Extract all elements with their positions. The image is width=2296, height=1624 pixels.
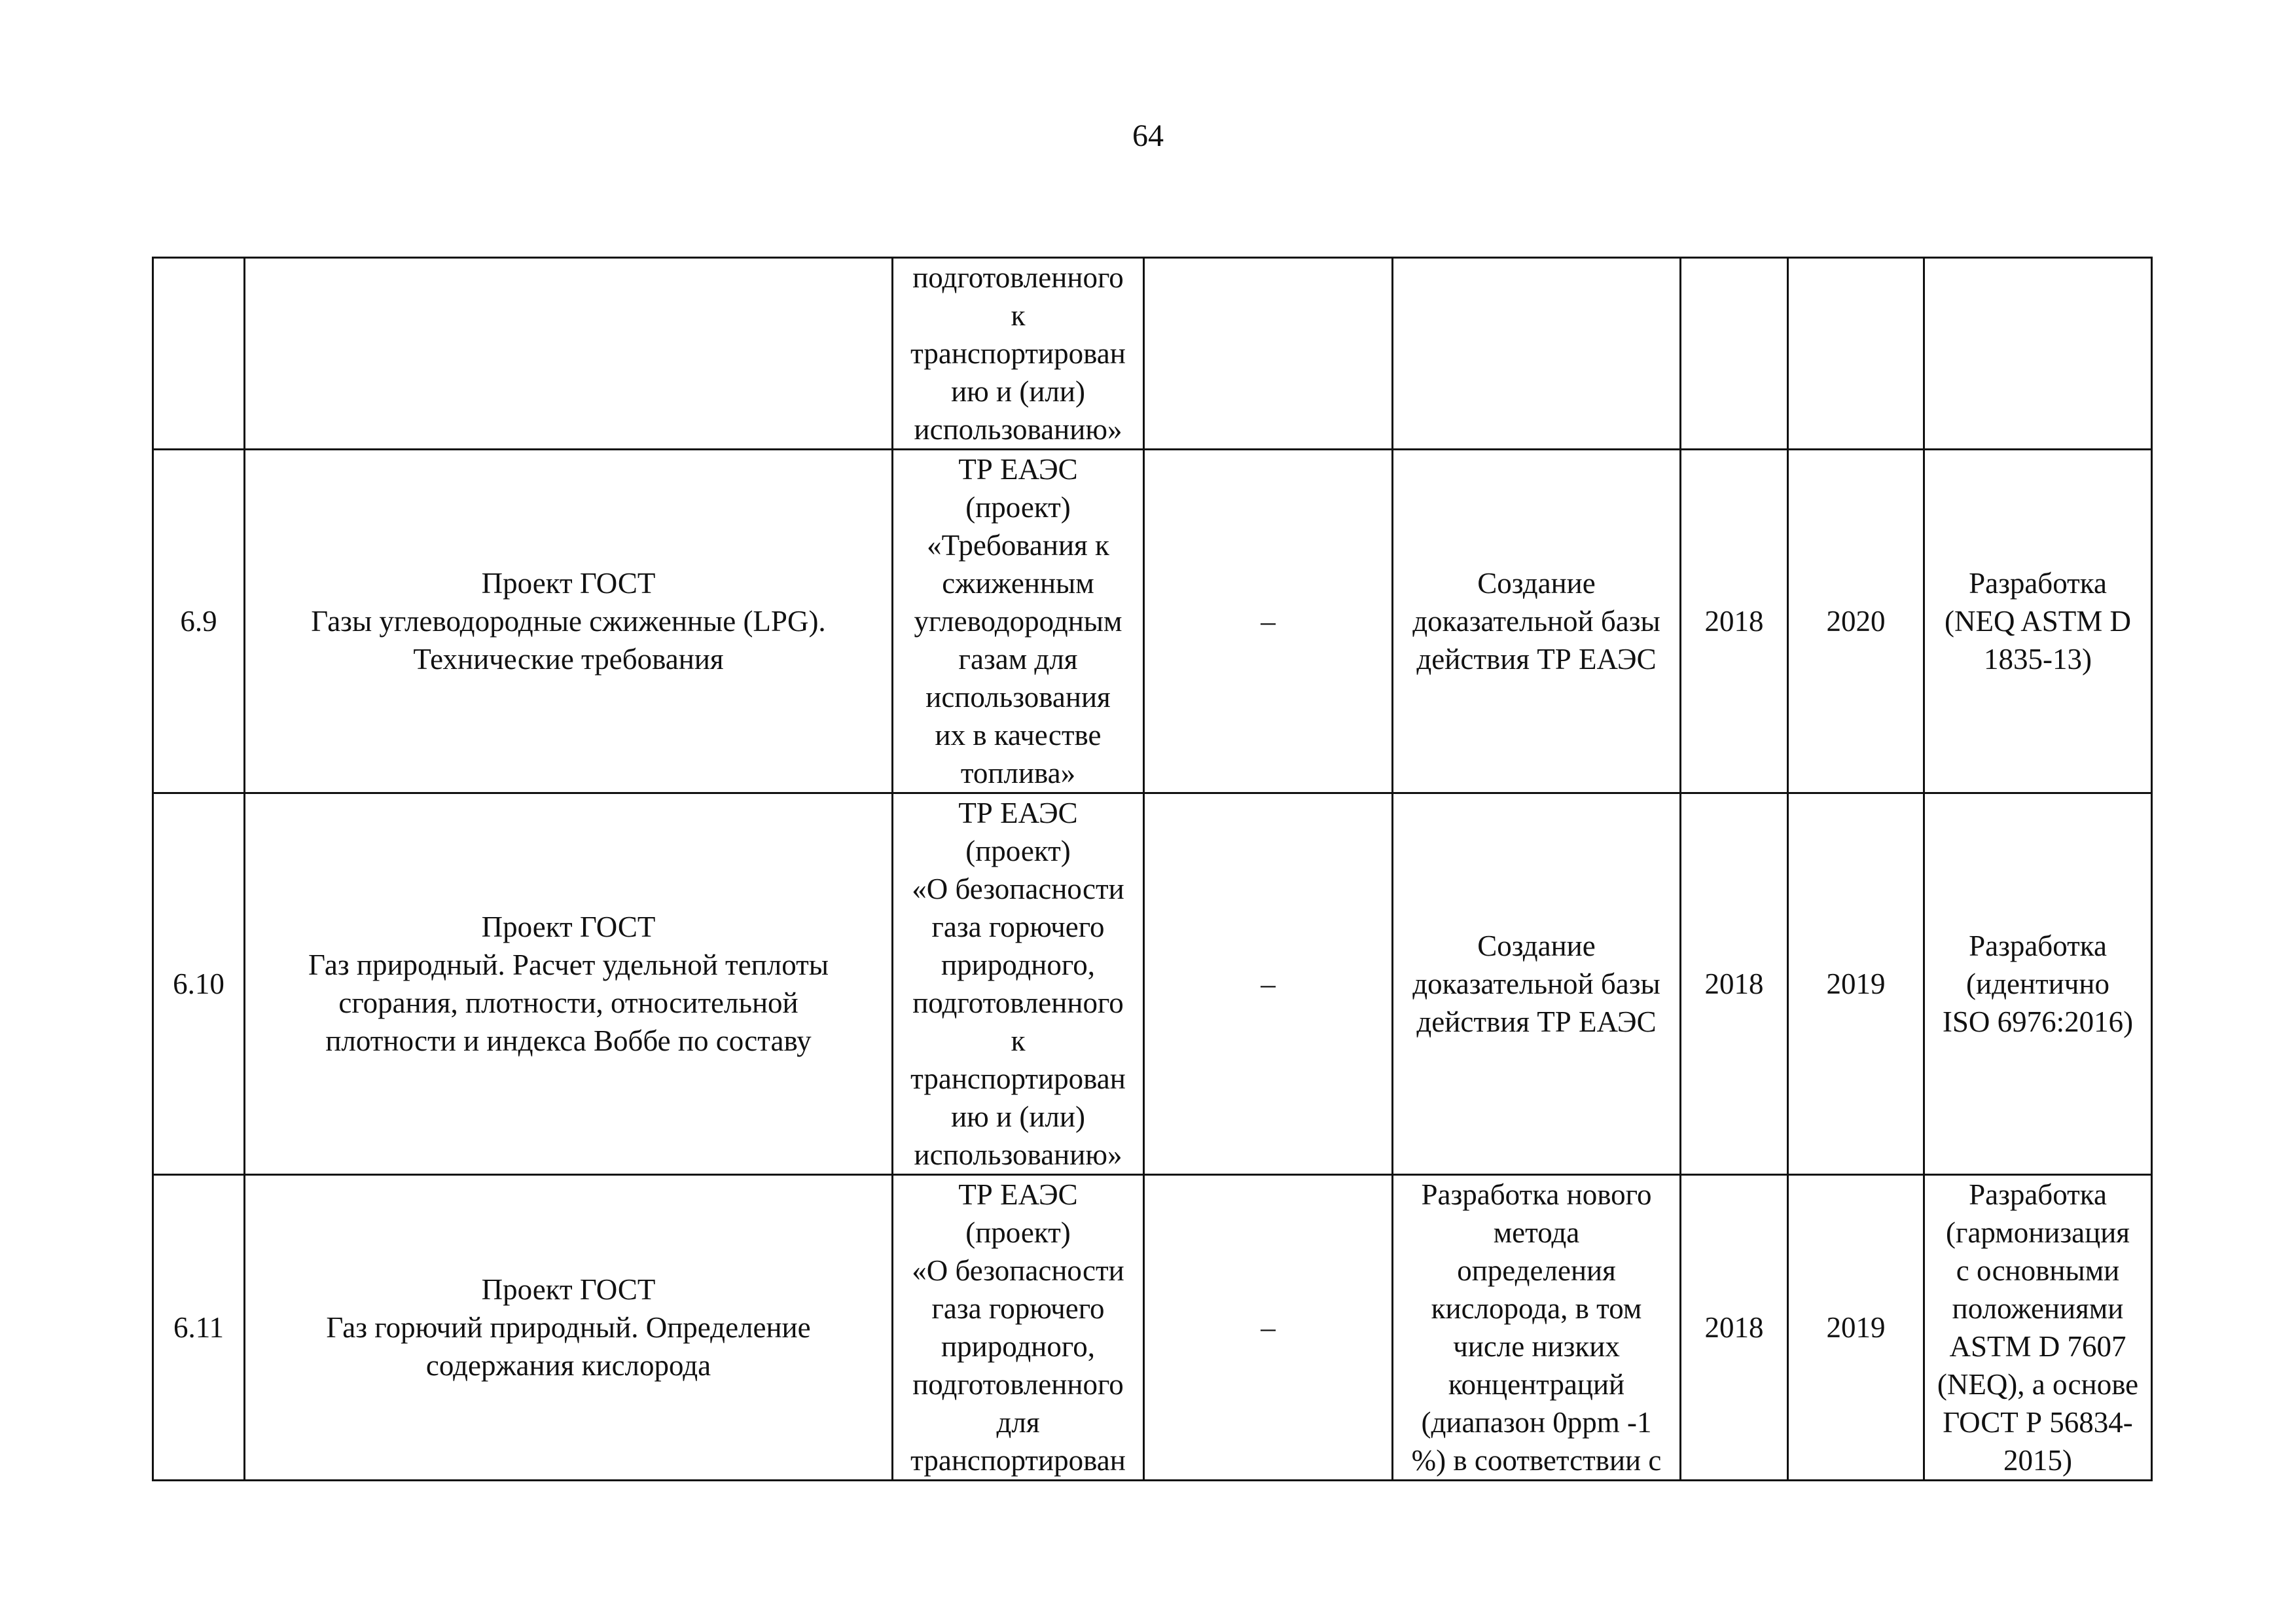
table-row-6-10 — [153, 793, 2152, 1175]
cell-technical-regulation: подготовленного к транспортирован ию и (или) использованию» — [893, 258, 1144, 450]
cell-status — [1924, 258, 2152, 450]
cell-title: Проект ГОСТ Газ горючий природный. Определение содержания кислорода — [245, 1175, 893, 1481]
table-row-continuation — [153, 258, 2152, 450]
cell-number — [153, 258, 245, 450]
cell-number: 6.10 — [153, 793, 245, 1175]
cell-purpose: Создание доказательной базы действия ТР ЕАЭС — [1393, 793, 1681, 1175]
cell-purpose: Создание доказательной базы действия ТР ЕАЭС — [1393, 450, 1681, 793]
table-row-6-9 — [153, 450, 2152, 793]
cell-end-year: 2019 — [1788, 1175, 1924, 1481]
cell-end-year: 2020 — [1788, 450, 1924, 793]
cell-purpose — [1393, 258, 1681, 450]
standards-plan-table — [152, 257, 2153, 1481]
cell-start-year: 2018 — [1681, 793, 1788, 1175]
cell-technical-regulation: ТР ЕАЭС (проект) «О безопасности газа горючего природного, подготовленного для транспортирован — [893, 1175, 1144, 1481]
cell-status: Разработка (NEQ ASTM D 1835-13) — [1924, 450, 2152, 793]
cell-technical-regulation: ТР ЕАЭС (проект) «О безопасности газа горючего природного, подготовленного к транспортирован ию и (или) использованию» — [893, 793, 1144, 1175]
cell-technical-regulation: ТР ЕАЭС (проект) «Требования к сжиженным углеводородным газам для использования их в качестве топлива» — [893, 450, 1144, 793]
cell-interstate-regulation: – — [1144, 793, 1393, 1175]
cell-start-year: 2018 — [1681, 450, 1788, 793]
cell-end-year — [1788, 258, 1924, 450]
cell-interstate-regulation: – — [1144, 1175, 1393, 1481]
cell-start-year: 2018 — [1681, 1175, 1788, 1481]
cell-status: Разработка (гармонизация с основными положениями ASTM D 7607 (NEQ), а основе ГОСТ Р 56834- 2015) — [1924, 1175, 2152, 1481]
table-row-6-11 — [153, 1175, 2152, 1481]
cell-title: Проект ГОСТ Газы углеводородные сжиженные (LPG). Технические требования — [245, 450, 893, 793]
page-number: 64 — [1132, 118, 1164, 153]
cell-number: 6.9 — [153, 450, 245, 793]
cell-end-year: 2019 — [1788, 793, 1924, 1175]
cell-interstate-regulation — [1144, 258, 1393, 450]
cell-start-year — [1681, 258, 1788, 450]
cell-purpose: Разработка нового метода определения кислорода, в том числе низких концентраций (диапазон 0ppm -1 %) в соответствии с — [1393, 1175, 1681, 1481]
cell-interstate-regulation: – — [1144, 450, 1393, 793]
cell-title: Проект ГОСТ Газ природный. Расчет удельной теплоты сгорания, плотности, относительной плотности и индекса Воббе по составу — [245, 793, 893, 1175]
cell-status: Разработка (идентично ISO 6976:2016) — [1924, 793, 2152, 1175]
cell-number: 6.11 — [153, 1175, 245, 1481]
cell-title — [245, 258, 893, 450]
